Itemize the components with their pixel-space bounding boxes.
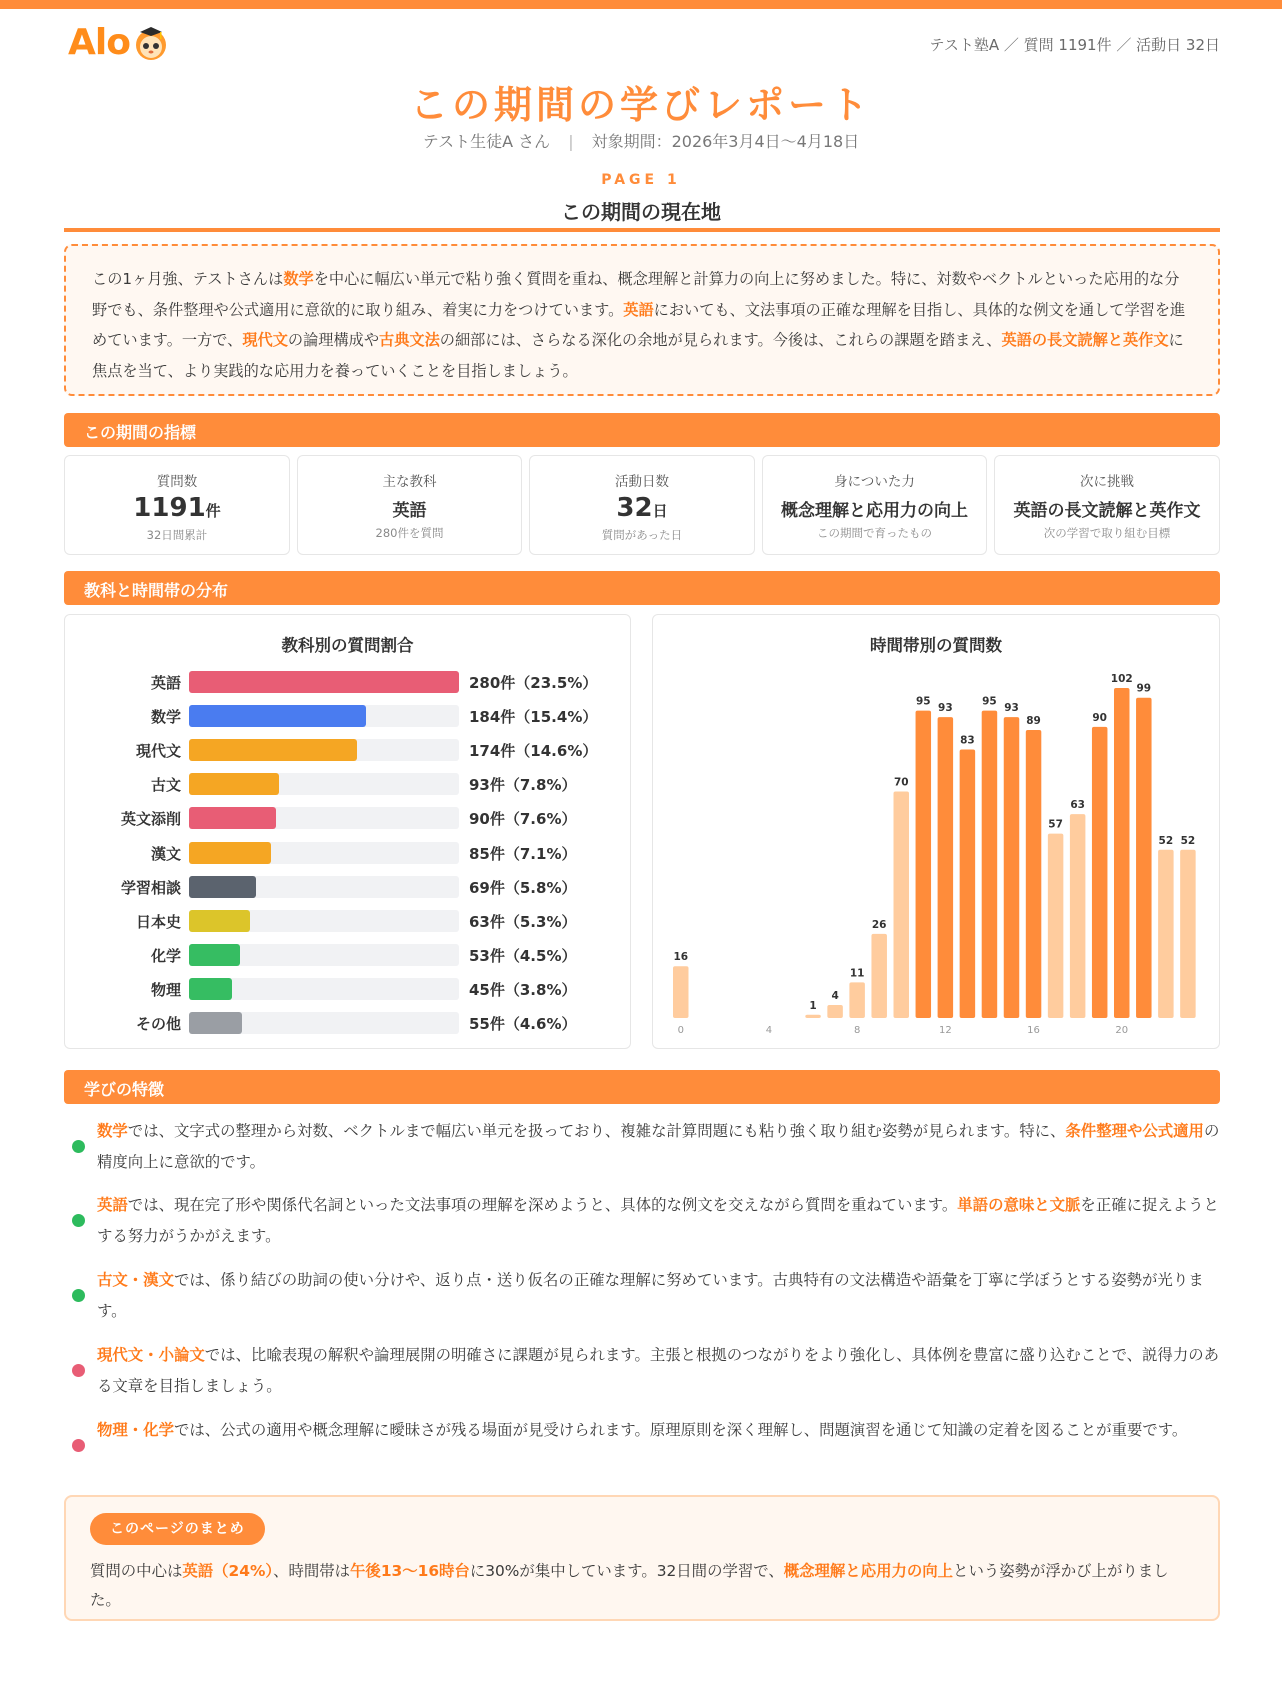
text-segment: 質問の中心は <box>90 1562 183 1580</box>
mascot-icon <box>132 24 170 62</box>
feature-item <box>64 1190 1220 1251</box>
subject-bar <box>189 876 256 898</box>
student-name: テスト生徒A さん <box>422 132 551 151</box>
hourly-bar-chart <box>653 615 1218 1050</box>
section-features-header: 学びの特徴 <box>64 1070 1220 1104</box>
hour-value-label: 102 <box>1110 673 1133 685</box>
subject-bar-track <box>189 944 459 966</box>
subject-row <box>65 771 625 797</box>
hour-bar <box>1158 850 1174 1018</box>
text-segment: では、現在完了形や関係代名詞といった文法事項の理解を深めようと、具体的な例文を交えながら質問を重ねています。 <box>127 1196 958 1214</box>
subject-label: 古文 <box>150 776 181 795</box>
subject-value-label: 45件（3.8%） <box>469 980 577 999</box>
hour-value-label: 1 <box>809 999 817 1012</box>
status-dot-icon <box>72 1439 85 1452</box>
highlight-keyword: 数学 <box>97 1122 128 1140</box>
hour-bar <box>1180 850 1196 1018</box>
subject-bar-track <box>189 773 459 795</box>
hour-value-label: 99 <box>1136 682 1152 695</box>
heading-divider <box>64 228 1220 232</box>
hourly-chart-panel <box>652 614 1220 1049</box>
subject-bar-track <box>189 739 459 761</box>
metric-card-main-subject <box>297 455 522 555</box>
report-period: 対象期間：2026年3月4日〜4月18日 <box>591 132 860 151</box>
metric-unit: 日 <box>652 502 668 520</box>
x-tick-label: 4 <box>765 1025 773 1036</box>
subject-label: 数学 <box>150 708 181 727</box>
hour-value-label: 95 <box>915 695 931 708</box>
feature-item <box>64 1116 1220 1177</box>
metric-sub: この期間で育ったもの <box>817 526 932 540</box>
subject-label: 学習相談 <box>120 878 181 897</box>
hour-bar <box>871 934 887 1018</box>
summary-label-badge: このページのまとめ <box>90 1513 265 1545</box>
hour-value-label: 93 <box>1004 702 1019 715</box>
metric-sub: 次の学習で取り組む目標 <box>1043 526 1171 540</box>
hour-bar <box>916 711 932 1018</box>
logo-text: Alo <box>68 22 130 63</box>
text-segment: を中心に幅広い単元で粘り強く質問を重ね、概念理解と計算力の向上に努めました。特に、対数やベクトルといった応用的な分野でも、条件整理や公式適用に意欲的に取り組み、着実に力をつけています。 <box>92 270 1180 319</box>
highlight-keyword: 物理・化学 <box>97 1421 174 1439</box>
highlight-keyword: 午後13〜16時台 <box>350 1562 470 1580</box>
subject-bar-track <box>189 671 459 693</box>
x-tick-label: 12 <box>938 1025 952 1036</box>
hour-bar <box>1070 814 1086 1018</box>
subject-bar <box>189 773 279 795</box>
page-heading: この期間の現在地 <box>561 200 721 224</box>
hour-bar <box>1092 727 1108 1018</box>
subject-bar-track <box>189 842 459 864</box>
hour-value-label: 26 <box>871 918 887 931</box>
subject-bar <box>189 739 357 761</box>
hour-value-label: 89 <box>1026 715 1041 728</box>
subject-row <box>65 737 625 763</box>
feature-text <box>97 1190 1220 1251</box>
hour-bar <box>1048 834 1064 1018</box>
subject-chart-panel <box>64 614 631 1049</box>
subject-bar <box>189 807 276 829</box>
hour-bar <box>805 1015 821 1018</box>
highlight-keyword: 古典文法 <box>379 331 440 349</box>
highlight-keyword: 古文・漢文 <box>97 1271 174 1289</box>
subject-label: 英文添削 <box>120 810 181 829</box>
subject-label: 化学 <box>150 946 181 965</box>
highlight-keyword: 単語の意味と文脈 <box>957 1196 1081 1214</box>
subject-chart-title: 教科別の質問割合 <box>281 636 414 655</box>
text-segment: では、文字式の整理から対数、ベクトルまで幅広い単元を扱っており、複雑な計算問題にも粘り強く取り組む姿勢が見られます。特に、 <box>127 1122 1066 1140</box>
hour-bar <box>982 711 998 1018</box>
status-dot-icon <box>72 1214 85 1227</box>
hourly-chart-title: 時間帯別の質問数 <box>870 636 1002 655</box>
report-subtitle <box>0 129 1282 152</box>
page-summary-box <box>64 1495 1220 1621</box>
hour-value-label: 93 <box>938 702 953 715</box>
highlight-keyword: 条件整理や公式適用 <box>1065 1122 1204 1140</box>
status-dot-icon <box>72 1140 85 1153</box>
subject-bar <box>189 705 366 727</box>
metric-value: 英語の長文読解と英作文 <box>1013 501 1201 521</box>
text-segment: では、公式の適用や概念理解に曖昧さが残る場面が見受けられます。原理原則を深く理解し、問題演習を通じて知識の定着を図ることが重要です。 <box>173 1421 1188 1439</box>
subject-bar-track <box>189 876 459 898</box>
subject-value-label: 55件（4.6%） <box>469 1015 577 1033</box>
highlight-keyword: 英語（24%） <box>182 1562 274 1580</box>
hour-value-label: 52 <box>1180 834 1196 847</box>
metric-unit: 件 <box>205 502 221 520</box>
hour-bar <box>1136 698 1152 1018</box>
feature-item <box>64 1415 1220 1446</box>
text-segment: この1ヶ月強、テストさんは <box>92 270 284 288</box>
text-segment: という姿勢が浮かび上がりました。 <box>90 1562 1169 1609</box>
text-segment: に30%が集中しています。32日間の学習で、 <box>469 1562 784 1580</box>
hour-bar <box>894 792 910 1018</box>
hour-value-label: 83 <box>960 734 975 747</box>
subject-label: 日本史 <box>135 912 181 931</box>
highlight-keyword: 英語 <box>623 300 654 319</box>
hour-bar <box>1026 730 1042 1018</box>
x-tick-label: 8 <box>853 1025 861 1036</box>
page-label: PAGE 1 <box>601 172 681 188</box>
subject-label: その他 <box>135 1015 181 1033</box>
highlight-keyword: 現代文・小論文 <box>97 1346 205 1364</box>
subject-value-label: 53件（4.5%） <box>469 946 577 965</box>
feature-text <box>97 1265 1220 1326</box>
metric-value: 英語 <box>392 501 427 521</box>
subject-bar-track <box>189 807 459 829</box>
feature-item <box>64 1340 1220 1401</box>
subject-row <box>65 942 625 968</box>
feature-text <box>97 1116 1220 1177</box>
subject-bar-track <box>189 978 459 1000</box>
highlight-keyword: 英語 <box>97 1196 128 1214</box>
subject-bar-track <box>189 1012 459 1034</box>
section-metrics-header: この期間の指標 <box>64 413 1220 447</box>
highlight-keyword: 概念理解と応用力の向上 <box>783 1562 954 1580</box>
hour-bar <box>960 749 976 1018</box>
metric-card-skills-gained <box>762 455 987 555</box>
subject-value-label: 69件（5.8%） <box>469 878 577 897</box>
metric-sub: 32日間累計 <box>146 528 208 542</box>
x-tick-label: 16 <box>1027 1025 1040 1036</box>
hour-value-label: 95 <box>982 695 997 708</box>
subject-row <box>65 669 625 695</box>
metric-label: 次に挑戦 <box>1080 474 1134 490</box>
text-segment: 、時間帯は <box>273 1562 351 1580</box>
hour-bar <box>673 966 689 1018</box>
section-distribution-header: 教科と時間帯の分布 <box>64 571 1220 605</box>
x-tick-label: 20 <box>1115 1025 1129 1036</box>
metric-label: 主な教科 <box>382 474 437 490</box>
subject-value-label: 63件（5.3%） <box>469 912 577 931</box>
highlight-keyword: 英語の長文読解と英作文 <box>1001 331 1169 349</box>
hour-value-label: 70 <box>893 776 909 789</box>
metric-card-questions <box>64 455 290 555</box>
subject-bar <box>189 910 250 932</box>
metric-sub: 280件を質問 <box>375 526 444 540</box>
metric-number: 1191 <box>133 493 206 523</box>
hour-bar <box>827 1005 843 1018</box>
subject-label: 物理 <box>150 980 181 999</box>
top-accent-bar <box>0 0 1282 9</box>
hour-value-label: 11 <box>849 967 865 980</box>
subject-value-label: 93件（7.8%） <box>469 776 577 795</box>
subtitle-separator: | <box>568 132 574 151</box>
hour-bar <box>1004 717 1020 1018</box>
subject-bar <box>189 978 232 1000</box>
subject-value-label: 85件（7.1%） <box>469 844 577 863</box>
metric-card-active-days <box>529 455 755 555</box>
x-tick-label: 0 <box>677 1025 684 1036</box>
subject-bar <box>189 671 459 693</box>
hour-bar <box>938 717 954 1018</box>
intro-summary <box>64 244 1220 396</box>
feature-item <box>64 1265 1220 1326</box>
report-title: この期間の学びレポート <box>409 83 872 127</box>
metric-value <box>65 493 289 523</box>
hour-value-label: 4 <box>831 990 839 1003</box>
subject-row <box>65 703 625 729</box>
subject-value-label: 90件（7.6%） <box>469 810 577 829</box>
report-meta: テスト塾A ／ 質問 1191件 ／ 活動日 32日 <box>929 36 1220 54</box>
metric-label: 活動日数 <box>615 474 669 490</box>
subject-row <box>65 1010 625 1036</box>
subject-value-label: 174件（14.6%） <box>469 742 598 761</box>
subject-row <box>65 805 625 831</box>
hour-bar <box>849 982 865 1018</box>
subject-bar <box>189 944 240 966</box>
hour-value-label: 57 <box>1048 818 1063 831</box>
subject-row <box>65 874 625 900</box>
metric-card-next-challenge <box>994 455 1220 555</box>
metric-sub: 質問があった日 <box>601 528 683 542</box>
hour-value-label: 90 <box>1092 711 1108 724</box>
subject-bar-track <box>189 910 459 932</box>
summary-text <box>90 1557 1188 1615</box>
subject-bar <box>189 1012 242 1034</box>
highlight-keyword: 現代文 <box>242 331 288 349</box>
subject-label: 漢文 <box>150 844 181 863</box>
text-segment: の精度向上に意欲的です。 <box>97 1122 1220 1171</box>
subject-label: 英語 <box>150 674 181 692</box>
feature-text <box>97 1340 1220 1401</box>
subject-bar-track <box>189 705 459 727</box>
highlight-keyword: 数学 <box>283 270 314 288</box>
brand-logo <box>68 22 170 63</box>
feature-text <box>97 1415 1220 1446</box>
subject-value-label: 280件（23.5%） <box>469 674 598 692</box>
status-dot-icon <box>72 1364 85 1377</box>
text-segment: においても、文法事項の正確な理解を目指し、具体的な例文を通して学習を進めています。一方で、 <box>92 300 1186 349</box>
subject-bar <box>189 842 271 864</box>
text-segment: の論理構成や <box>287 331 380 349</box>
metric-label: 身についた力 <box>834 474 915 490</box>
subject-row <box>65 908 625 934</box>
text-segment: では、比喩表現の解釈や論理展開の明確さに課題が見られます。主張と根拠のつながりをより強化し、具体例を豊富に盛り込むことで、説得力のある文章を目指しましょう。 <box>97 1346 1219 1395</box>
metric-label: 質問数 <box>156 474 198 490</box>
metric-number: 32 <box>616 493 653 523</box>
status-dot-icon <box>72 1289 85 1302</box>
hour-value-label: 52 <box>1158 834 1174 847</box>
hour-value-label: 16 <box>673 951 689 964</box>
text-segment: を正確に捉えようとする努力がうかがえます。 <box>97 1196 1219 1245</box>
metric-value: 概念理解と応用力の向上 <box>781 501 968 521</box>
subject-value-label: 184件（15.4%） <box>469 708 598 727</box>
subject-row <box>65 840 625 866</box>
text-segment: では、係り結びの助詞の使い分けや、返り点・送り仮名の正確な理解に努めています。古典特有の文法構造や語彙を丁寧に学ぼうとする姿勢が光ります。 <box>97 1271 1204 1320</box>
hour-value-label: 63 <box>1070 799 1085 812</box>
subject-row <box>65 976 625 1002</box>
hour-bar <box>1114 688 1130 1018</box>
metric-value <box>530 493 754 523</box>
text-segment: の細部には、さらなる深化の余地が見られます。今後は、これらの課題を踏まえ、 <box>439 331 1002 349</box>
text-segment: に焦点を当て、より実践的な応用力を養っていくことを目指しましょう。 <box>92 331 1184 380</box>
subject-label: 現代文 <box>135 742 181 761</box>
